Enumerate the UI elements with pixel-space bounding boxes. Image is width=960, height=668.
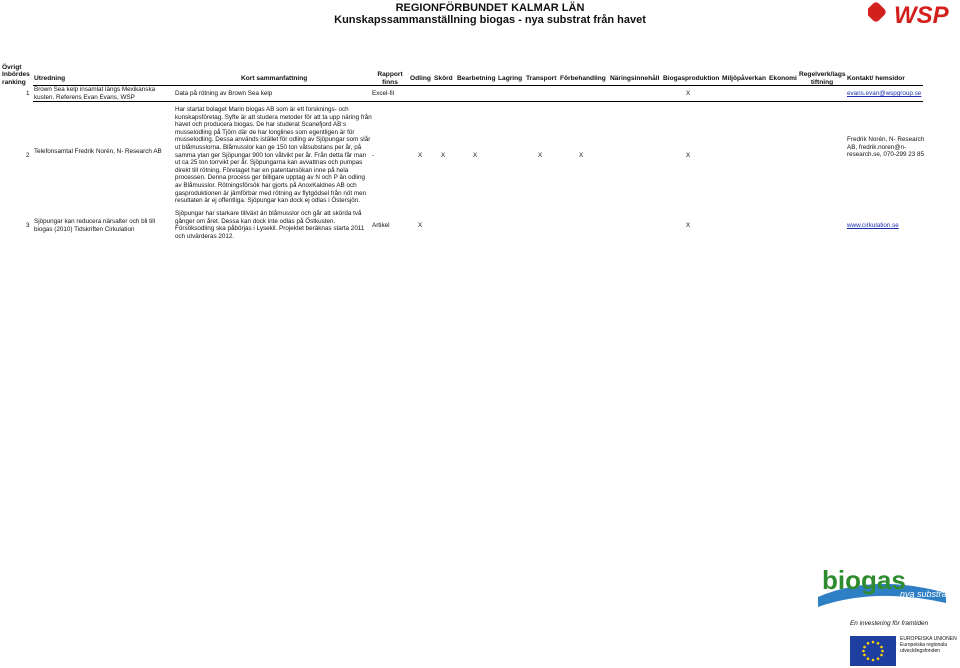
col-naringsinnehall: Näringsinnehåll <box>610 75 660 82</box>
col-kort: Kort sammanfattning <box>241 75 308 82</box>
col-inbordes: Inbördes <box>2 71 30 78</box>
row-1-rank: 1 <box>26 90 30 97</box>
row-2-biogasproduktion: X <box>686 152 691 159</box>
col-biogasproduktion: Biogasproduktion <box>663 75 720 82</box>
col-rapport: Rapport <box>377 71 403 78</box>
row-2-rapport: - <box>372 152 375 159</box>
col-transport: Transport <box>526 75 557 82</box>
col-regelverk-2: tiftning <box>810 79 834 86</box>
row-2-utredning: Telefonsamtal Fredrik Norén, N- Research AB <box>34 148 162 155</box>
row-1-biogasproduktion: X <box>686 90 691 97</box>
col-forbehandling: Förbehandling <box>560 75 606 82</box>
col-rapport-2: finns <box>382 79 398 86</box>
header-divider <box>33 85 923 86</box>
row-3-kort: Sjöpungar har starkare tillväxt än blåmusslor och går att skörda två gånger om året. Dessa kan dock inte odlas på Östkusten. Försöksodling ska påbörjas i Lysekil. Projektet beräknas starta 2011 och utvärderas 2012. <box>175 210 365 240</box>
row-3-odling: X <box>418 222 423 229</box>
row-2-bearbetning: X <box>473 152 478 159</box>
row-3-kontakt-link[interactable]: www.cirkulation.se <box>847 222 899 229</box>
biogas-logo <box>814 563 950 611</box>
col-odling: Odling <box>410 75 431 82</box>
row-2-kontakt: Fredrik Norén, N- Research AB, fredrik.noren@n-research.se, 070-299 23 85 <box>847 136 925 159</box>
row-2-naringsinnehall: X <box>579 152 584 159</box>
row-3-rapport: Artikel <box>372 222 390 229</box>
row-2-odling: X <box>418 152 423 159</box>
col-regelverk: Regelverk/lags <box>799 71 846 78</box>
biogas-logo-tagline: nya substrat <box>900 589 950 599</box>
eu-flag-icon <box>850 636 896 666</box>
col-miljopaverkan: Miljöpåverkan <box>722 75 766 82</box>
col-ekonomi: Ekonomi <box>769 75 797 82</box>
col-bearbetning: Bearbetning <box>457 75 496 82</box>
row-1-utredning: Brown Sea kelp insamlat längs Mexikanska kusten. Referens Evan Evans, WSP <box>34 86 156 101</box>
row-2-kort: Har startat bolaget Marin biogas AB som är ett forsknings- och kunskapsföretag. Syfte är att studera metoder för att ta upp näring från havet och producera biogas. De har studerat Scanefjord AB:s musselodling på Tjörn där de har longlines som egentligen är för musselodling. Dessa används istället för odling av Sjöpungar som slår ut blåmusslorna. Blåmusslor kan ge 150 ton våtsubstans per år, på samma ytan ger Sjöpungar 900 ton våtvikt per år. Från detta får man ut ca 25 ton torrvikt per år. Sjöpungarna kan avvattnas och pumpas direkt till rötning. Företaget har en patentansökan inne på hela processen. Denna process ger billigare upptag av N och P än odling av Blåmusslor. Rötningsförsök har gjorts på AnoxKaldnes AB och gasproduktionen är jämförbar med rötning av flytgödsel från nöt men resultaten är ej offentliga. Sjöpungar kan dock ej odlas i Östersjön. <box>175 106 372 205</box>
col-ranking: ranking <box>2 79 26 86</box>
wsp-logo <box>868 0 960 28</box>
row-1-rapport: Excel-fil <box>372 90 395 97</box>
row-2-transport: X <box>538 152 543 159</box>
biogas-logo-word: biogas <box>822 565 906 595</box>
row-2-rank: 2 <box>26 152 30 159</box>
col-kontakt: Kontakt/ hemsidor <box>847 75 905 82</box>
document-title: Kunskapssammanställning biogas - nya substrat från havet <box>334 14 646 26</box>
col-lagring: Lagring <box>498 75 523 82</box>
col-ovrigt: Övrigt <box>2 64 22 71</box>
row-1-kort: Data på rötning av Brown Sea kelp <box>175 90 273 97</box>
org-title: REGIONFÖRBUNDET KALMAR LÄN <box>395 2 585 14</box>
row-3-rank: 3 <box>26 222 30 229</box>
wsp-logo-text: WSP <box>894 2 949 28</box>
row-3-biogasproduktion: X <box>686 222 691 229</box>
row-3-utredning: Sjöpungar kan reducera närsalter och bli till biogas (2010) Tidskriften Cirkulation <box>34 218 156 233</box>
eu-label: EUROPEISKA UNIONEN Europeiska regionala utvecklingsfonden <box>900 636 957 654</box>
investering-text: En investering för framtiden <box>850 620 929 627</box>
col-utredning: Utredning <box>34 75 66 82</box>
row-1-kontakt-link[interactable]: evans.evan@wspgroup.se <box>847 90 922 97</box>
row-2-skord: X <box>441 152 446 159</box>
col-skord: Skörd <box>434 75 453 82</box>
row-1-divider <box>33 101 923 102</box>
